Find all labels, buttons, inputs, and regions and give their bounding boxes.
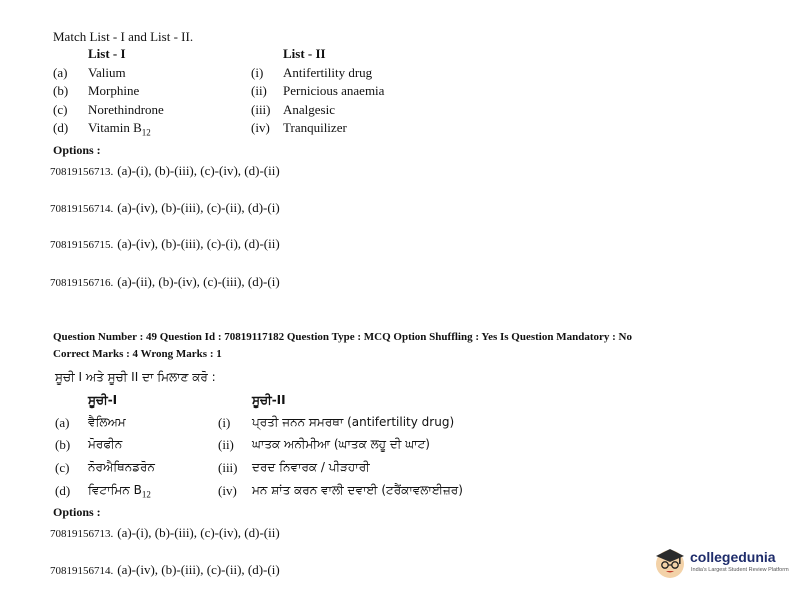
q2-row-i-tag: (i) [218, 415, 231, 430]
q2-row-a-item: ਵੈਲਿਅਮ [88, 415, 126, 429]
q1-row-iii-item: Analgesic [283, 102, 335, 117]
q2-row-i-item: ਪ੍ਰਤੀ ਜਨਨ ਸਮਰਥਾ (antifertility drug) [252, 415, 455, 429]
q1-row-b-tag: (b) [53, 83, 69, 98]
q1-row-ii-tag: (ii) [251, 83, 267, 98]
q1-options-label: Options : [53, 143, 101, 157]
q2-row-ii-item: ਘਾਤਕ ਅਨੀਮੀਆ (ਘਾਤਕ ਲਹੂ ਦੀ ਘਾਟ) [252, 437, 430, 451]
collegedunia-wordmark: collegedunia [690, 549, 776, 565]
q1-row-i-tag: (i) [251, 65, 264, 80]
q1-option-2[interactable]: 70819156714. (a)-(iv), (b)-(iii), (c)-(ii), (d)-(i) [50, 200, 280, 215]
q1-row-c-tag: (c) [53, 102, 68, 117]
q2-option-1[interactable]: 70819156713. (a)-(i), (b)-(iii), (c)-(iv), (d)-(ii) [50, 525, 280, 540]
q2-row-a-tag: (a) [55, 415, 70, 430]
q1-option-4[interactable]: 70819156716. (a)-(ii), (b)-(iv), (c)-(iii), (d)-(i) [50, 274, 280, 289]
q1-list1-header: List - I [88, 46, 126, 61]
q1-row-d-item: Vitamin $B_{12}$ [88, 120, 151, 138]
q2-row-d-item: ਵਿਟਾਮਿਨ $B_{12}$ [88, 483, 151, 500]
q1-row-iv-item: Tranquilizer [283, 120, 347, 135]
q1-row-a-tag: (a) [53, 65, 68, 80]
q2-row-iv-tag: (iv) [218, 483, 237, 498]
q2-row-ii-tag: (ii) [218, 437, 234, 452]
q2-list1-header: ਸੂਚੀ-I [88, 393, 118, 407]
collegedunia-tagline: India's Largest Student Review Platform [691, 567, 789, 573]
q1-row-ii-item: Pernicious anaemia [283, 83, 385, 98]
q1-option-1[interactable]: 70819156713. (a)-(i), (b)-(iii), (c)-(iv), (d)-(ii) [50, 163, 280, 178]
q2-prompt: ਸੂਚੀ I ਅਤੇ ਸੂਚੀ II ਦਾ ਮਿਲਾਣ ਕਰੋ : [55, 370, 216, 384]
q2-row-b-item: ਮੋਰਫੀਨ [88, 437, 123, 451]
graduate-mascot-icon [652, 544, 688, 580]
q1-option-3[interactable]: 70819156715. (a)-(iv), (b)-(iii), (c)-(i), (d)-(ii) [50, 236, 280, 251]
q1-row-iv-tag: (iv) [251, 120, 270, 135]
q2-row-iii-item: ਦਰਦ ਨਿਵਾਰਕ / ਪੀੜਹਾਰੀ [252, 460, 370, 474]
q1-row-b-item: Morphine [88, 83, 140, 98]
q1-list2-header: List - II [283, 46, 326, 61]
q2-row-b-tag: (b) [55, 437, 71, 452]
q1-row-a-item: Valium [88, 65, 126, 80]
q1-row-iii-tag: (iii) [251, 102, 271, 117]
q2-row-c-item: ਨੋਰਐਥਿਨਡਰੋਨ [88, 460, 155, 474]
q2-row-c-tag: (c) [55, 460, 70, 475]
q2-row-iv-item: ਮਨ ਸ਼ਾਂਤ ਕਰਨ ਵਾਲੀ ਦਵਾਈ (ਟਰੈਂਕਾਵਲਾਈਜ਼ਰ) [252, 483, 463, 497]
q2-meta-line2: Correct Marks : 4 Wrong Marks : 1 [53, 348, 222, 360]
q2-row-d-tag: (d) [55, 483, 71, 498]
q2-options-label: Options : [53, 505, 101, 519]
q1-row-c-item: Norethindrone [88, 102, 164, 117]
q1-prompt: Match List - I and List - II. [53, 29, 194, 44]
q2-row-iii-tag: (iii) [218, 460, 238, 475]
q2-meta-line1: Question Number : 49 Question Id : 70819117182 Question Type : MCQ Option Shuffling : Yes Is Question Mandatory : No [53, 331, 632, 343]
q1-row-d-tag: (d) [53, 120, 69, 135]
q2-list2-header: ਸੂਚੀ-II [252, 393, 286, 407]
q2-option-2[interactable]: 70819156714. (a)-(iv), (b)-(iii), (c)-(ii), (d)-(i) [50, 562, 280, 577]
q1-row-i-item: Antifertility drug [283, 65, 373, 80]
